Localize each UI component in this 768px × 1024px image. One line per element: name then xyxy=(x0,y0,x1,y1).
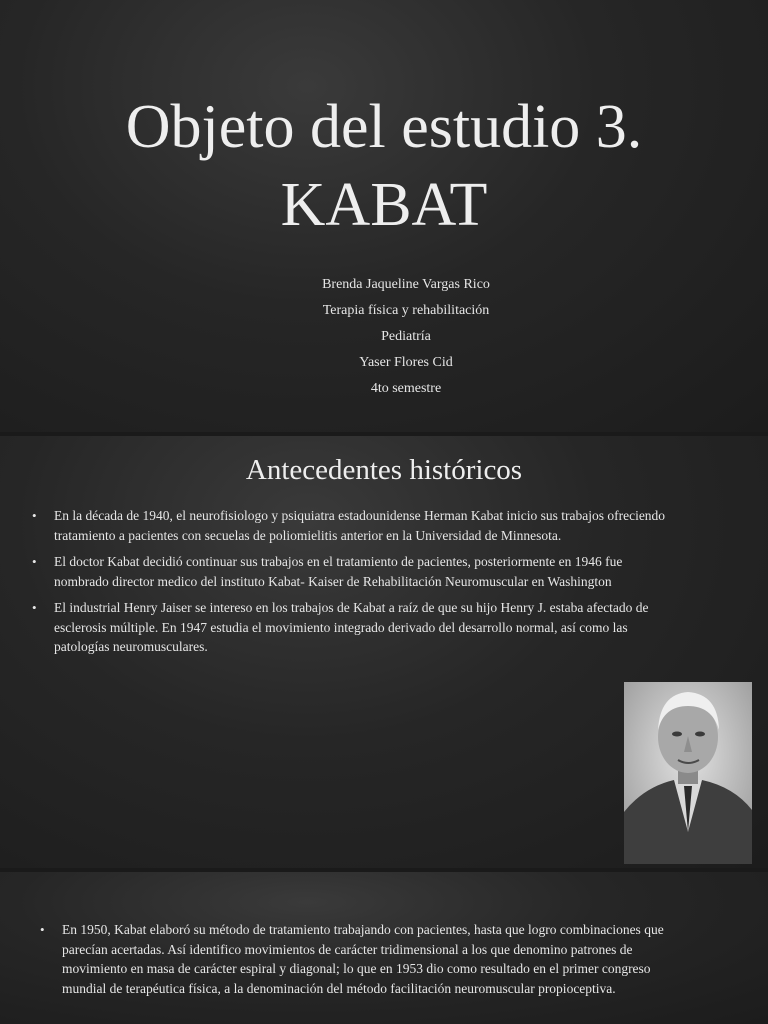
portrait-photo xyxy=(624,682,752,864)
bullet-text: El doctor Kabat decidió continuar sus trabajos en el tratamiento de pacientes, posteriormente en 1946 fue nombrado director medico del instituto Kabat- Kaiser de Rehabilitación Neuromuscular en Washington xyxy=(54,554,623,589)
subject-name: Pediatría xyxy=(381,329,431,344)
slide-heading: Antecedentes históricos xyxy=(245,454,523,486)
bullet-icon: • xyxy=(32,554,37,569)
bullet-icon: • xyxy=(32,508,37,523)
list-item xyxy=(40,920,692,998)
bullet-text: El industrial Henry Jaiser se intereso en los trabajos de Kabat a raíz de que su hijo Henry J. estaba afectado de esclerosis múltiple. En 1947 estudia el movimiento integrado derivado del desarrollo normal, así como las patologías neuromusculares. xyxy=(54,600,649,654)
list-item xyxy=(32,506,674,545)
title-slide xyxy=(0,0,768,432)
career-name: Terapia física y rehabilitación xyxy=(322,303,490,318)
history-slide xyxy=(0,436,768,868)
title-line-2: KABAT xyxy=(280,171,488,239)
bullet-text: En la década de 1940, el neurofisiologo y psiquiatra estadounidense Herman Kabat inicio sus trabajos ofreciendo tratamiento a pacientes con secuelas de poliomielitis anterior en la Universidad de Minnesota. xyxy=(54,508,666,543)
presentation-details xyxy=(0,272,768,402)
list-item xyxy=(32,552,674,591)
title-line-1: Objeto del estudio 3. xyxy=(125,93,643,161)
slide-title xyxy=(0,88,768,244)
teacher-name: Yaser Flores Cid xyxy=(359,355,453,370)
bullet-icon: • xyxy=(32,600,37,615)
bullet-text: En 1950, Kabat elaboró su método de tratamiento trabajando con pacientes, hasta que logro combinaciones que parecían acertadas. Así identifico movimientos de carácter tridimensional a los que denomino patrones de movimiento en masa de carácter espiral y diagonal; lo que en 1953 dio como resultado en el primer congreso mundial de terapéutica física, a la denominación del método facilitación neuromuscular propioceptiva. xyxy=(62,922,664,996)
list-item xyxy=(32,598,674,657)
bullet-icon: • xyxy=(40,922,45,937)
method-slide xyxy=(0,872,768,1024)
method-bullets xyxy=(40,920,692,1005)
portrait-image xyxy=(624,682,752,864)
author-name: Brenda Jaqueline Vargas Rico xyxy=(322,277,490,292)
history-bullets xyxy=(32,506,674,664)
semester: 4to semestre xyxy=(370,381,442,396)
